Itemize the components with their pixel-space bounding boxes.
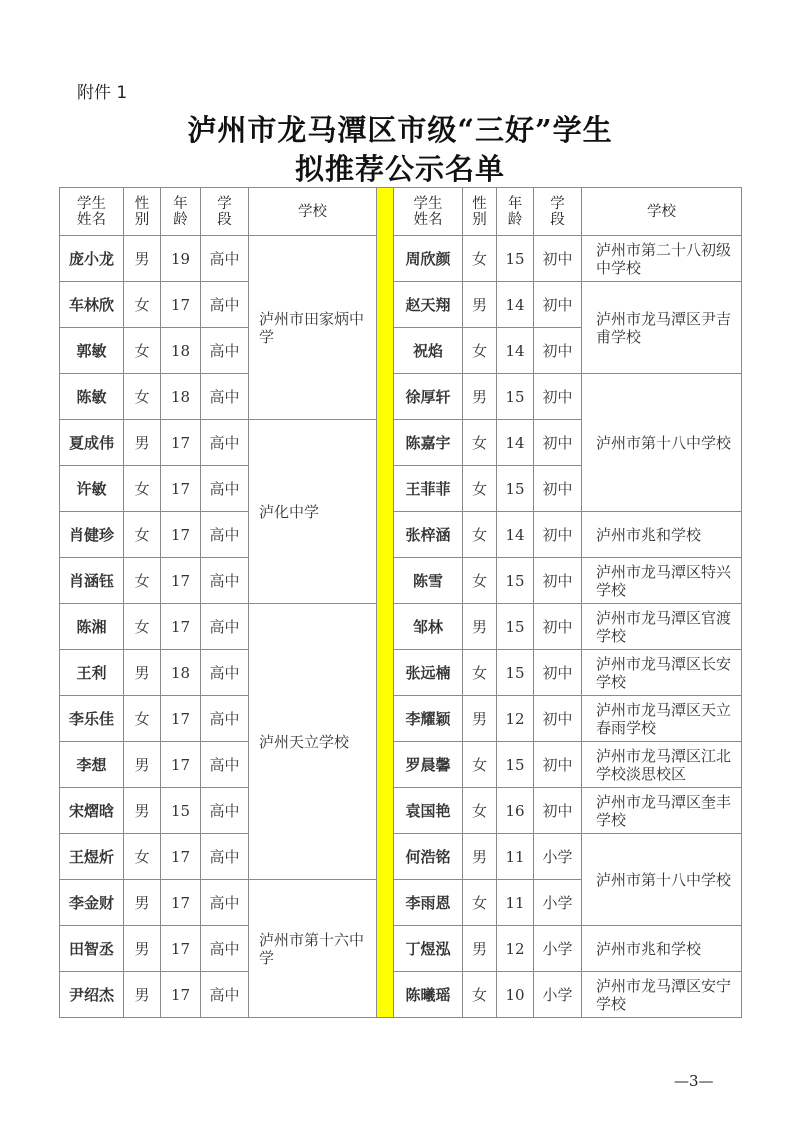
table-row: [60, 282, 742, 328]
student-age: 15: [497, 466, 534, 512]
school-name: 泸州市兆和学校: [582, 512, 742, 558]
student-age: 17: [161, 742, 201, 788]
student-age: 17: [161, 972, 201, 1018]
student-age: 17: [161, 604, 201, 650]
student-age: 14: [497, 512, 534, 558]
header-school-left: 学校: [249, 188, 377, 236]
student-age: 17: [161, 420, 201, 466]
table-row: [60, 512, 742, 558]
student-level: 初中: [534, 282, 582, 328]
student-gender: 女: [463, 328, 497, 374]
header-gender-right: 性 别: [463, 188, 497, 236]
table-row: [60, 236, 742, 282]
student-age: 19: [161, 236, 201, 282]
student-name: 李想: [60, 742, 124, 788]
school-name: 泸州市龙马潭区江北学校淡思校区: [582, 742, 742, 788]
student-gender: 女: [124, 328, 161, 374]
header-age-right: 年 龄: [497, 188, 534, 236]
school-name: 泸州市龙马潭区奎丰学校: [582, 788, 742, 834]
student-gender: 男: [124, 972, 161, 1018]
student-age: 17: [161, 834, 201, 880]
student-age: 15: [497, 558, 534, 604]
header-name-left: 学生 姓名: [60, 188, 124, 236]
student-level: 高中: [201, 282, 249, 328]
school-name: 泸州市龙马潭区尹吉甫学校: [582, 282, 742, 374]
student-gender: 女: [463, 466, 497, 512]
document-subtitle: 拟推荐公示名单: [294, 152, 505, 186]
table-row: [60, 374, 742, 420]
student-level: 高中: [201, 926, 249, 972]
table-row: [60, 742, 742, 788]
student-gender: 女: [463, 742, 497, 788]
student-level: 高中: [201, 650, 249, 696]
student-gender: 男: [463, 604, 497, 650]
student-age: 17: [161, 466, 201, 512]
student-name: 尹绍杰: [60, 972, 124, 1018]
student-age: 15: [497, 604, 534, 650]
student-age: 17: [161, 282, 201, 328]
student-age: 15: [497, 742, 534, 788]
student-gender: 女: [124, 834, 161, 880]
student-gender: 女: [463, 972, 497, 1018]
student-age: 17: [161, 926, 201, 972]
student-age: 18: [161, 650, 201, 696]
student-level: 高中: [201, 466, 249, 512]
student-age: 18: [161, 328, 201, 374]
header-gender-left: 性 别: [124, 188, 161, 236]
student-age: 18: [161, 374, 201, 420]
student-name: 王利: [60, 650, 124, 696]
student-gender: 女: [463, 512, 497, 558]
student-gender: 女: [124, 466, 161, 512]
school-name: 泸州市兆和学校: [582, 926, 742, 972]
student-level: 高中: [201, 420, 249, 466]
student-level: 高中: [201, 696, 249, 742]
student-name: 许敏: [60, 466, 124, 512]
student-name: 陈曦瑶: [394, 972, 463, 1018]
student-name: 何浩铭: [394, 834, 463, 880]
student-level: 初中: [534, 420, 582, 466]
student-level: 高中: [201, 236, 249, 282]
student-name: 李耀颖: [394, 696, 463, 742]
student-gender: 女: [463, 650, 497, 696]
student-age: 12: [497, 696, 534, 742]
student-gender: 女: [124, 558, 161, 604]
student-age: 12: [497, 926, 534, 972]
table-row: [60, 972, 742, 1018]
student-level: 高中: [201, 328, 249, 374]
student-age: 16: [497, 788, 534, 834]
student-level: 初中: [534, 650, 582, 696]
student-age: 11: [497, 880, 534, 926]
student-level: 初中: [534, 604, 582, 650]
table-row: [60, 696, 742, 742]
student-name: 徐厚轩: [394, 374, 463, 420]
student-name: 丁煜泓: [394, 926, 463, 972]
student-age: 17: [161, 512, 201, 558]
student-gender: 男: [463, 374, 497, 420]
student-gender: 女: [124, 512, 161, 558]
student-name: 夏成伟: [60, 420, 124, 466]
student-level: 高中: [201, 512, 249, 558]
student-name: 肖健珍: [60, 512, 124, 558]
attachment-label: 附件 1: [77, 83, 128, 103]
student-name: 陈湘: [60, 604, 124, 650]
student-level: 初中: [534, 374, 582, 420]
student-level: 初中: [534, 558, 582, 604]
school-name: 泸州市龙马潭区长安学校: [582, 650, 742, 696]
student-age: 14: [497, 282, 534, 328]
student-gender: 男: [124, 420, 161, 466]
student-level: 高中: [201, 558, 249, 604]
student-name: 张远楠: [394, 650, 463, 696]
student-name: 李雨恩: [394, 880, 463, 926]
school-name: 泸州市第十八中学校: [582, 374, 742, 512]
table-row: [60, 788, 742, 834]
student-gender: 女: [463, 788, 497, 834]
student-level: 初中: [534, 788, 582, 834]
student-name: 张梓涵: [394, 512, 463, 558]
student-age: 15: [161, 788, 201, 834]
header-level-left: 学 段: [201, 188, 249, 236]
page-number: —3—: [674, 1072, 714, 1090]
student-age: 17: [161, 558, 201, 604]
school-name: 泸州市龙马潭区天立春雨学校: [582, 696, 742, 742]
student-age: 14: [497, 328, 534, 374]
school-name: 泸州市龙马潭区安宁学校: [582, 972, 742, 1018]
table-row: [60, 834, 742, 880]
header-school-right: 学校: [582, 188, 742, 236]
school-name: 泸州市龙马潭区官渡学校: [582, 604, 742, 650]
document-title: 泸州市龙马潭区市级“三好”学生: [187, 113, 613, 147]
student-gender: 男: [124, 926, 161, 972]
school-name: 泸州天立学校: [249, 604, 377, 880]
school-name: 泸州市第十六中学: [249, 880, 377, 1018]
student-age: 14: [497, 420, 534, 466]
student-level: 小学: [534, 834, 582, 880]
student-gender: 男: [463, 282, 497, 328]
student-gender: 女: [463, 420, 497, 466]
student-name: 王煜炘: [60, 834, 124, 880]
student-level: 初中: [534, 696, 582, 742]
student-name: 袁国艳: [394, 788, 463, 834]
student-gender: 女: [124, 696, 161, 742]
student-name: 肖涵钰: [60, 558, 124, 604]
student-age: 10: [497, 972, 534, 1018]
student-level: 高中: [201, 880, 249, 926]
student-name: 赵天翔: [394, 282, 463, 328]
student-level: 初中: [534, 512, 582, 558]
student-name: 宋熠晗: [60, 788, 124, 834]
student-name: 庞小龙: [60, 236, 124, 282]
student-name: 李金财: [60, 880, 124, 926]
student-level: 初中: [534, 328, 582, 374]
student-gender: 女: [124, 374, 161, 420]
student-gender: 男: [124, 236, 161, 282]
student-level: 高中: [201, 972, 249, 1018]
student-age: 17: [161, 696, 201, 742]
student-name: 郭敏: [60, 328, 124, 374]
student-name: 李乐佳: [60, 696, 124, 742]
header-age-left: 年 龄: [161, 188, 201, 236]
yellow-divider: [377, 188, 394, 1018]
student-level: 高中: [201, 374, 249, 420]
school-name: 泸州市第二十八初级中学校: [582, 236, 742, 282]
student-level: 初中: [534, 466, 582, 512]
student-roster-table: [59, 187, 742, 1018]
student-name: 陈敏: [60, 374, 124, 420]
student-level: 小学: [534, 926, 582, 972]
student-gender: 女: [463, 236, 497, 282]
student-name: 祝焰: [394, 328, 463, 374]
student-gender: 男: [463, 834, 497, 880]
table-row: [60, 604, 742, 650]
table-row: [60, 650, 742, 696]
student-age: 17: [161, 880, 201, 926]
student-name: 陈嘉宇: [394, 420, 463, 466]
student-name: 周欣颜: [394, 236, 463, 282]
header-level-right: 学 段: [534, 188, 582, 236]
student-level: 高中: [201, 604, 249, 650]
student-level: 高中: [201, 742, 249, 788]
student-level: 初中: [534, 236, 582, 282]
school-name: 泸州市第十八中学校: [582, 834, 742, 926]
student-gender: 男: [463, 696, 497, 742]
student-name: 王菲菲: [394, 466, 463, 512]
student-gender: 男: [124, 880, 161, 926]
table-row: [60, 558, 742, 604]
header-row: [60, 188, 742, 236]
student-gender: 女: [124, 282, 161, 328]
student-gender: 男: [124, 742, 161, 788]
student-name: 陈雪: [394, 558, 463, 604]
school-name: 泸州市龙马潭区特兴学校: [582, 558, 742, 604]
student-age: 15: [497, 374, 534, 420]
student-gender: 男: [124, 788, 161, 834]
table-row: [60, 926, 742, 972]
student-level: 小学: [534, 880, 582, 926]
student-gender: 男: [463, 926, 497, 972]
student-gender: 女: [463, 880, 497, 926]
student-gender: 女: [463, 558, 497, 604]
student-gender: 女: [124, 604, 161, 650]
student-name: 田智丞: [60, 926, 124, 972]
header-name-right: 学生 姓名: [394, 188, 463, 236]
student-level: 初中: [534, 742, 582, 788]
student-level: 小学: [534, 972, 582, 1018]
student-gender: 男: [124, 650, 161, 696]
school-name: 泸化中学: [249, 420, 377, 604]
student-level: 高中: [201, 834, 249, 880]
student-age: 15: [497, 236, 534, 282]
student-name: 车林欣: [60, 282, 124, 328]
student-name: 罗晨馨: [394, 742, 463, 788]
student-age: 11: [497, 834, 534, 880]
student-name: 邹林: [394, 604, 463, 650]
student-age: 15: [497, 650, 534, 696]
student-level: 高中: [201, 788, 249, 834]
school-name: 泸州市田家炳中学: [249, 236, 377, 420]
